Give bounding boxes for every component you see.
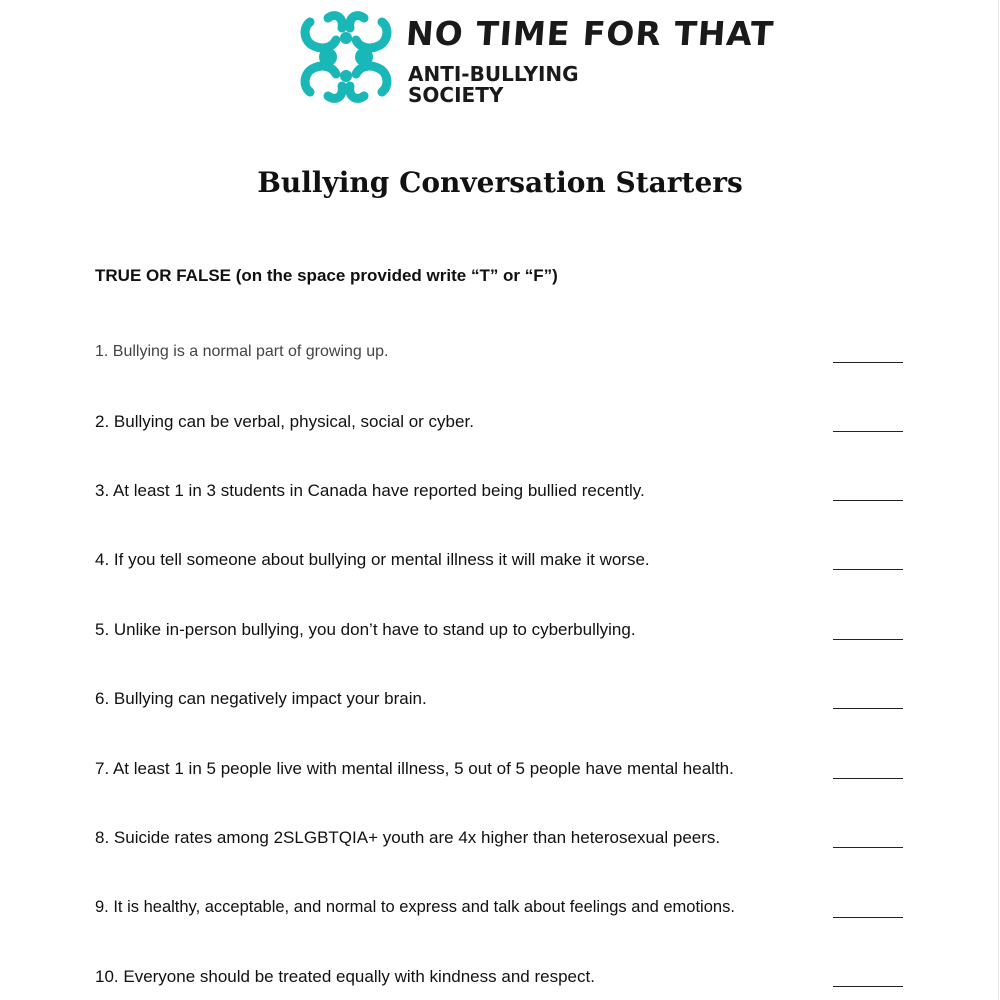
answer-blank[interactable] xyxy=(833,708,903,709)
instructions: TRUE OR FALSE (on the space provided write “T” or “F”) xyxy=(95,266,558,285)
question-text: 8. Suicide rates among 2SLGBTQIA+ youth are 4x higher than heterosexual peers. xyxy=(95,828,721,847)
question-item xyxy=(95,343,905,369)
logo xyxy=(298,8,776,108)
question-item xyxy=(95,620,905,646)
question-item xyxy=(95,898,905,924)
question-text: 5. Unlike in-person bullying, you don’t have to stand up to cyberbullying. xyxy=(95,620,636,639)
question-item xyxy=(95,412,905,438)
logo-subtitle-line: ANTI-BULLYING xyxy=(408,62,579,86)
answer-blank[interactable] xyxy=(833,639,903,640)
question-item xyxy=(95,481,905,507)
heart-cluster-icon xyxy=(298,8,394,106)
question-item xyxy=(95,550,905,576)
question-text: 3. At least 1 in 3 students in Canada have reported being bullied recently. xyxy=(95,481,645,500)
answer-blank[interactable] xyxy=(833,431,903,432)
question-text: 6. Bullying can negatively impact your brain. xyxy=(95,689,427,708)
question-text: 4. If you tell someone about bullying or mental illness it will make it worse. xyxy=(95,550,650,569)
question-item xyxy=(95,828,905,854)
question-text: 1. Bullying is a normal part of growing up. xyxy=(95,343,389,360)
answer-blank[interactable] xyxy=(833,362,903,363)
document-title: Bullying Conversation Starters xyxy=(257,166,743,199)
logo-subtitle-line: SOCIETY xyxy=(408,83,504,107)
question-item xyxy=(95,967,905,993)
question-item xyxy=(95,759,905,785)
answer-blank[interactable] xyxy=(833,569,903,570)
question-text: 7. At least 1 in 5 people live with mental illness, 5 out of 5 people have mental health. xyxy=(95,759,734,778)
logo-title: NO TIME FOR THAT xyxy=(404,14,776,53)
answer-blank[interactable] xyxy=(833,847,903,848)
question-text: 10. Everyone should be treated equally with kindness and respect. xyxy=(95,967,595,986)
logo-subtitle xyxy=(408,64,579,106)
question-text: 2. Bullying can be verbal, physical, social or cyber. xyxy=(95,412,474,431)
answer-blank[interactable] xyxy=(833,778,903,779)
answer-blank[interactable] xyxy=(833,500,903,501)
answer-blank[interactable] xyxy=(833,917,903,918)
question-item xyxy=(95,689,905,715)
question-text: 9. It is healthy, acceptable, and normal to express and talk about feelings and emotions. xyxy=(95,898,735,916)
answer-blank[interactable] xyxy=(833,986,903,987)
